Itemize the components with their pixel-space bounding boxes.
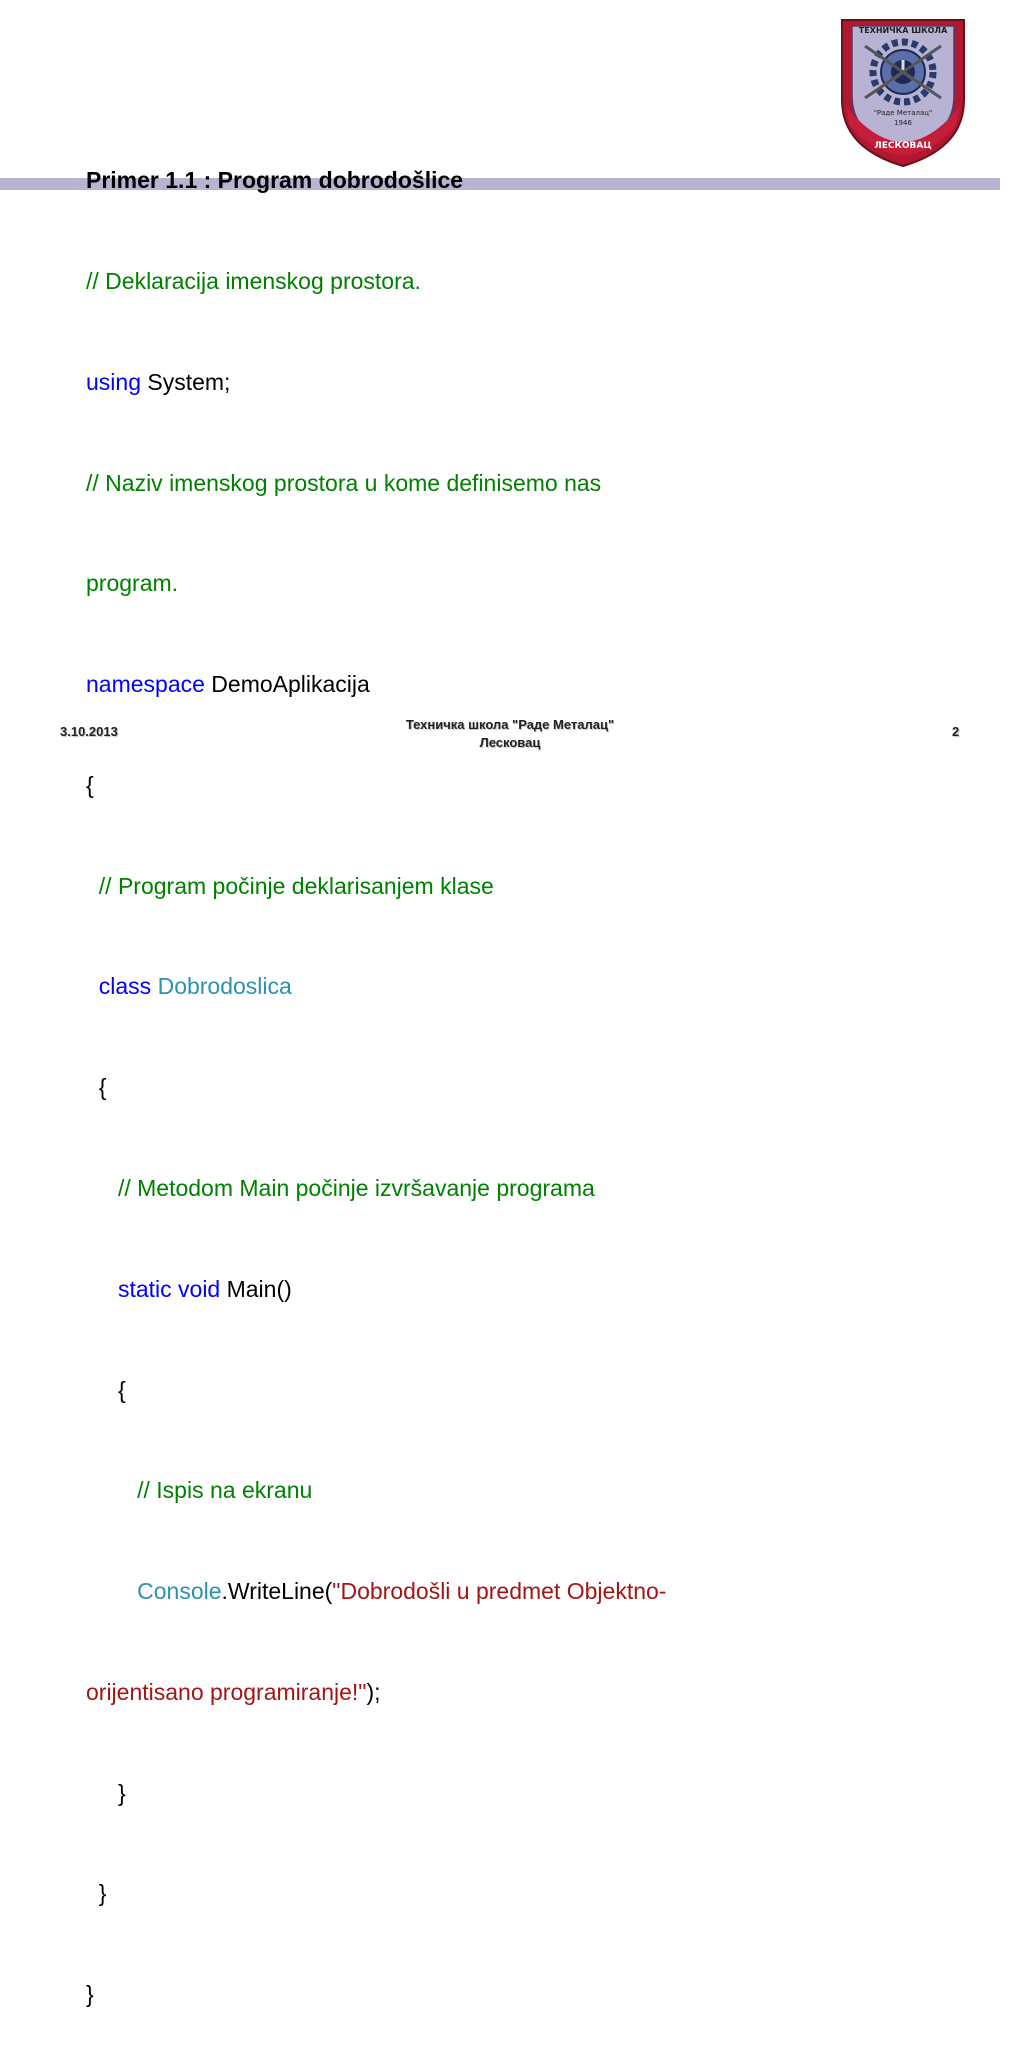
string-literal: "Dobrodošli u predmet Objektno- [332, 1578, 667, 1605]
code-line-main [86, 1273, 846, 1307]
code-line-comment: // Deklaracija imenskog prostora. [86, 267, 421, 294]
keyword-static-void: static void [117, 1275, 221, 1302]
code-line-brace: { [86, 1074, 107, 1101]
code-line-comment: // Metodom Main počinje izvršavanje programa [86, 1175, 595, 1201]
class-name: Dobrodoslica [157, 973, 292, 1000]
code-example [86, 97, 846, 2045]
code-indent [86, 1578, 137, 1604]
code-text: .WriteLine( [221, 1578, 333, 1605]
footer-school-name: Техничка школа "Раде Металац" [405, 717, 615, 732]
footer-date: 3.10.2013 [60, 724, 118, 739]
code-line-writeline-cont [86, 1676, 846, 1710]
slide-title: Primer 1.1 : Program dobrodošlice [86, 167, 464, 194]
footer-school-city: Лесковац [479, 735, 541, 750]
type-console: Console [137, 1578, 222, 1605]
code-text: DemoAplikacija [204, 671, 370, 698]
code-line-namespace [86, 668, 846, 702]
logo-middle-text: "Раде Металац" [873, 109, 933, 117]
logo-bottom-text: ЛЕСКОВАЦ [874, 141, 932, 151]
code-text: Main() [220, 1275, 292, 1302]
keyword-class: class [98, 973, 152, 1000]
school-crest-icon [836, 8, 970, 172]
code-line-brace: } [86, 1981, 94, 2008]
keyword-namespace: namespace [86, 671, 205, 698]
code-indent [86, 973, 99, 999]
code-text: System; [140, 368, 231, 395]
code-line-class [86, 970, 846, 1004]
code-text: ); [366, 1678, 381, 1705]
code-line-comment: // Program počinje deklarisanjem klase [86, 872, 494, 899]
keyword-using: using [86, 368, 141, 395]
code-line-brace: } [86, 1880, 107, 1907]
code-line-brace: } [86, 1779, 126, 1806]
string-literal: orijentisano programiranje!" [86, 1678, 367, 1705]
code-line-brace: { [86, 1376, 126, 1403]
logo-top-text: ТЕХНИЧКА ШКОЛА [858, 26, 948, 35]
logo-year-text: 1946 [894, 119, 912, 127]
code-indent [86, 1276, 118, 1302]
footer-school [360, 716, 660, 752]
code-line-writeline [86, 1575, 846, 1609]
code-line-using [86, 366, 846, 400]
code-line-comment: // Ispis na ekranu [86, 1477, 313, 1504]
code-line-comment: program. [86, 570, 179, 597]
code-line-brace: { [86, 771, 94, 798]
code-line-comment: // Naziv imenskog prostora u kome definisemo nas [86, 469, 602, 496]
school-logo [836, 8, 970, 172]
footer-page-number: 2 [952, 724, 960, 739]
